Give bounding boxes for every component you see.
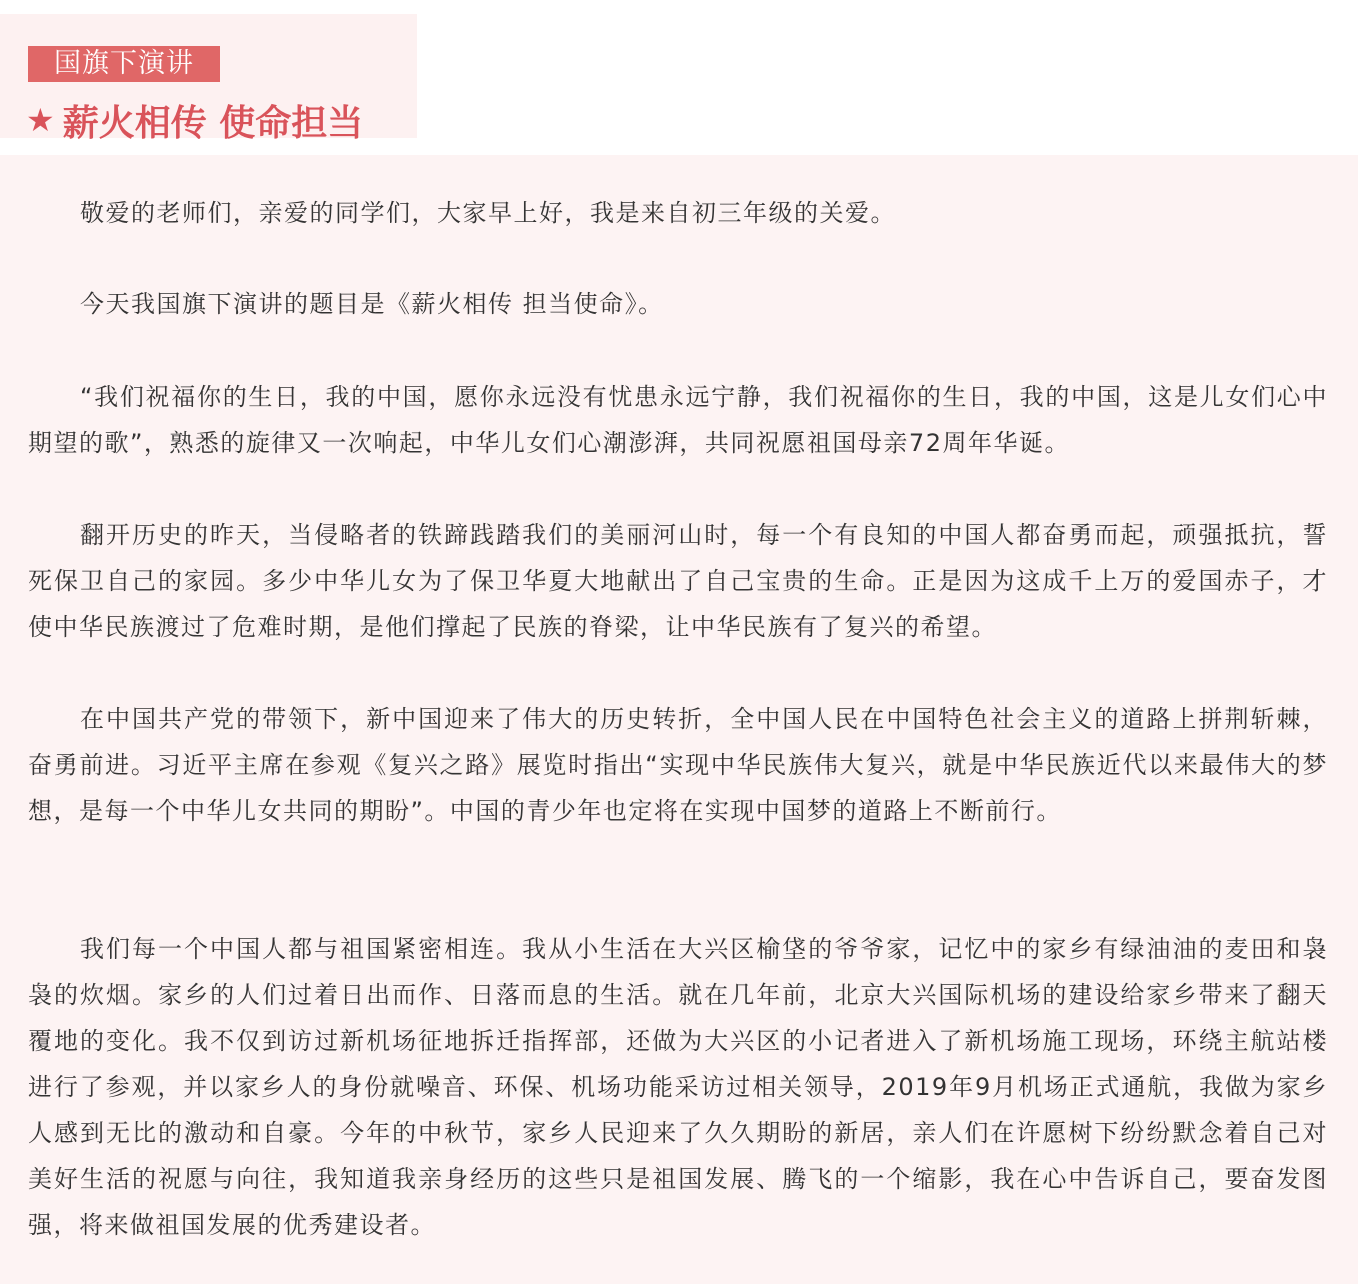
paragraph-history: 翻开历史的昨天，当侵略者的铁蹄践踏我们的美丽河山时，每一个有良知的中国人都奋勇而起，顽强抵抗，誓死保卫自己的家园。多少中华儿女为了保卫华夏大地献出了自己宝贵的生命。正是因为这成千上万的爱国赤子，才使中华民族渡过了危难时期，是他们撑起了民族的脊梁，让中华民族有了复兴的希望。 bbox=[28, 521, 1328, 641]
paragraph-hometown: 我们每一个中国人都与祖国紧密相连。我从小生活在大兴区榆垡的爷爷家，记忆中的家乡有绿油油的麦田和袅袅的炊烟。家乡的人们过着日出而作、日落而息的生活。就在几年前，北京大兴国际机场的建设给家乡带来了翻天覆地的变化。我不仅到访过新机场征地拆迁指挥部，还做为大兴区的小记者进入了新机场施工现场，环绕主航站楼进行了参观，并以家乡人的身份就噪音、环保、机场功能采访过相关领导，2019年9月机场正式通航，我做为家乡人感到无比的激动和自豪。今年的中秋节，家乡人民迎来了久久期盼的新居，亲人们在许愿树下纷纷默念着自己对美好生活的祝愿与向往，我知道我亲身经历的这些只是祖国发展、腾飞的一个缩影，我在心中告诉自己，要奋发图强，将来做祖国发展的优秀建设者。 bbox=[28, 935, 1328, 1239]
paragraph-song: “我们祝福你的生日，我的中国，愿你永远没有忧患永远宁静，我们祝福你的生日，我的中国，这是儿女们心中期望的歌”，熟悉的旋律又一次响起，中华儿女们心潮澎湃，共同祝愿祖国母亲72周年华诞。 bbox=[28, 383, 1328, 457]
paragraph-party: 在中国共产党的带领下，新中国迎来了伟大的历史转折，全中国人民在中国特色社会主义的道路上拼荆斩棘，奋勇前进。习近平主席在参观《复兴之路》展览时指出“实现中华民族伟大复兴，就是中华民族近代以来最伟大的梦想，是每一个中华儿女共同的期盼”。中国的青少年也定将在实现中国梦的道路上不断前行。 bbox=[28, 705, 1328, 825]
page-title: 薪火相传 使命担当 bbox=[62, 102, 364, 144]
star-icon: ★ bbox=[26, 101, 55, 139]
title-row bbox=[26, 94, 363, 146]
paragraph-topic: 今天我国旗下演讲的题目是《薪火相传 担当使命》。 bbox=[80, 290, 664, 318]
section-tag: 国旗下演讲 bbox=[28, 46, 220, 82]
paragraph-greeting: 敬爱的老师们，亲爱的同学们，大家早上好，我是来自初三年级的关爱。 bbox=[80, 199, 896, 227]
header-box bbox=[0, 14, 417, 144]
